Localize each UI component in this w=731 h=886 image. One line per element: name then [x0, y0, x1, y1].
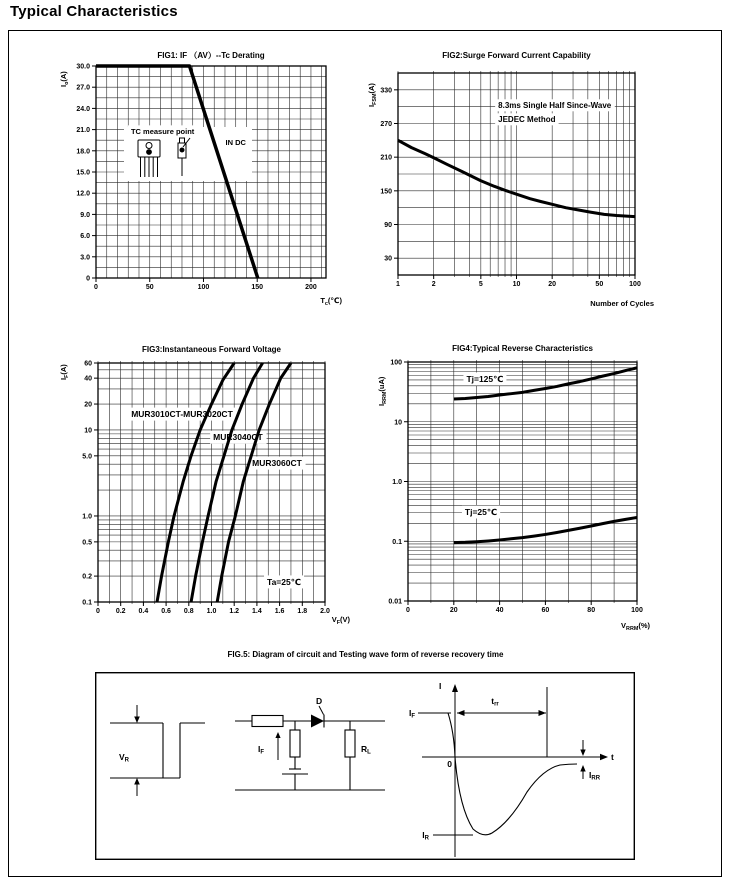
svg-text:Tc(℃): $T_c(℃)$ [320, 296, 342, 307]
fig5-title: FIG.5: Diagram of circuit and Testing wave form of reverse recovery time [227, 650, 504, 659]
svg-text:1.0: 1.0 [392, 479, 402, 486]
svg-text:20: 20 [548, 281, 557, 288]
svg-text:5.0: 5.0 [82, 453, 92, 461]
svg-text:0.01: 0.01 [388, 598, 402, 606]
svg-text:50: 50 [595, 281, 604, 288]
svg-text:2.0: 2.0 [320, 608, 330, 615]
svg-text:10: 10 [512, 281, 521, 288]
svg-text:18.0: 18.0 [76, 148, 90, 156]
svg-text:3.0: 3.0 [80, 254, 90, 262]
irr-label: IRR [589, 770, 601, 782]
svg-text:80: 80 [587, 607, 596, 614]
load-resistor [345, 730, 355, 757]
svg-text:1.6: 1.6 [274, 608, 285, 615]
svg-text:60: 60 [541, 607, 550, 614]
fig3-title: FIG3:Instantaneous Forward Voltage [142, 345, 281, 354]
fig1-title: FIG1: IF （AV）--Tc Derating [157, 51, 265, 60]
source-resistor [290, 730, 300, 757]
svg-text:0: 0 [86, 275, 90, 283]
fig3-curve [191, 363, 263, 602]
svg-text:40: 40 [84, 375, 92, 383]
fig4-typical-reverse-characteristics-chart [362, 340, 674, 635]
svg-text:6.0: 6.0 [80, 233, 90, 241]
svg-text:Number of Cycles: Number of Cycles [590, 299, 654, 308]
svg-text:1.8: 1.8 [297, 608, 308, 615]
svg-text:90: 90 [384, 222, 392, 229]
fig5-border [96, 673, 635, 860]
svg-text:9.0: 9.0 [80, 211, 90, 219]
svg-text:100: 100 [631, 607, 643, 614]
svg-text:150: 150 [251, 284, 264, 291]
svg-text:330: 330 [380, 87, 392, 95]
annotation: IN DC [225, 138, 246, 148]
svg-text:20: 20 [84, 401, 92, 409]
fig4-title: FIG4:Typical Reverse Characteristics [452, 344, 593, 353]
svg-text:24.0: 24.0 [76, 105, 90, 113]
svg-text:IRRM(uA): $I_{RRM}(uA)$ [377, 376, 388, 406]
svg-text:0.6: 0.6 [161, 608, 171, 615]
svg-text:30: 30 [384, 255, 392, 263]
rl-label: RL [361, 744, 371, 756]
svg-text:210: 210 [380, 154, 392, 162]
svg-text:2: 2 [431, 281, 436, 288]
fig1-if-av-tc-derating-chart [40, 45, 352, 320]
svg-text:VRRM(%): $V_{RRM}(\%)$ [621, 621, 650, 632]
svg-text:0.1: 0.1 [82, 599, 92, 607]
svg-text:0: 0 [96, 608, 100, 615]
svg-text:IF(A): $I_F(A)$ [59, 364, 70, 380]
diode-label: D [316, 696, 323, 706]
svg-text:60: 60 [84, 360, 92, 368]
fig2-plot [362, 45, 674, 320]
svg-text:200: 200 [305, 284, 317, 291]
svg-text:0: 0 [94, 284, 98, 291]
fig3-instantaneous-forward-voltage-chart [40, 340, 352, 635]
page-title: Typical Characteristics [10, 3, 178, 20]
fig2-title: FIG2:Surge Forward Current Capability [442, 51, 591, 60]
svg-text:30.0: 30.0 [76, 63, 90, 71]
fig1-plot [40, 45, 352, 320]
svg-text:20: 20 [449, 607, 458, 614]
svg-text:1: 1 [396, 281, 400, 288]
svg-text:100: 100 [629, 281, 641, 288]
series-resistor [252, 716, 283, 727]
svg-text:1.0: 1.0 [206, 608, 217, 615]
svg-text:100: 100 [390, 359, 402, 367]
annotation: TC measure point [130, 126, 195, 136]
svg-text:150: 150 [380, 188, 392, 196]
svg-text:1.2: 1.2 [229, 608, 240, 615]
ir-label: IR [422, 830, 429, 842]
annotation: MUR3060CT [252, 458, 302, 469]
fig4-plot [362, 340, 674, 635]
svg-text:27.0: 27.0 [76, 84, 90, 92]
svg-text:270: 270 [380, 121, 392, 128]
svg-text:0.8: 0.8 [183, 608, 194, 615]
svg-text:0.4: 0.4 [138, 608, 149, 615]
svg-text:15.0: 15.0 [76, 169, 90, 177]
annotation: Tj=125℃ [466, 373, 504, 384]
svg-text:0.1: 0.1 [392, 538, 402, 546]
svg-text:0.2: 0.2 [82, 573, 92, 581]
svg-text:0.2: 0.2 [115, 608, 126, 615]
svg-text:IFSM(A): $I_{FSM}(A)$ [367, 83, 378, 107]
svg-text:1.0: 1.0 [82, 513, 92, 521]
svg-text:12.0: 12.0 [76, 190, 90, 198]
annotation: Tj=25℃ [464, 506, 498, 517]
svg-text:10: 10 [84, 427, 92, 435]
svg-text:5: 5 [478, 281, 483, 288]
t-axis-label: t [611, 752, 614, 762]
svg-text:50: 50 [145, 284, 154, 291]
svg-text:VF(V): $V_F(V)$ [331, 615, 350, 626]
if-label: IF [258, 744, 265, 756]
annotation: 8.3ms Single Half Since-Wave [498, 100, 612, 110]
svg-text:1.4: 1.4 [252, 608, 262, 615]
svg-text:100: 100 [197, 284, 210, 291]
fig5-diagram [95, 672, 635, 860]
annotation: Ta=25℃ [267, 576, 302, 587]
origin-label: 0 [447, 759, 452, 769]
svg-text:0: 0 [406, 607, 410, 614]
svg-text:0.5: 0.5 [82, 539, 92, 547]
trr-label: trr [491, 696, 499, 708]
annotation: MUR3010CT-MUR3020CT [131, 409, 233, 420]
annotation: MUR3040CT [213, 432, 263, 443]
i-axis-label: I [439, 681, 442, 691]
fig3-plot [40, 340, 352, 635]
vr-label: VR [119, 752, 130, 764]
svg-text:21.0: 21.0 [76, 127, 90, 135]
svg-text:10: 10 [394, 419, 402, 427]
svg-text:40: 40 [495, 607, 504, 614]
svg-text:Io(A): $I_o(A)$ [59, 71, 70, 87]
fig2-surge-forward-current-chart [362, 45, 674, 320]
annotation: JEDEC Method [498, 114, 556, 124]
if-level-label: IF [408, 708, 415, 720]
